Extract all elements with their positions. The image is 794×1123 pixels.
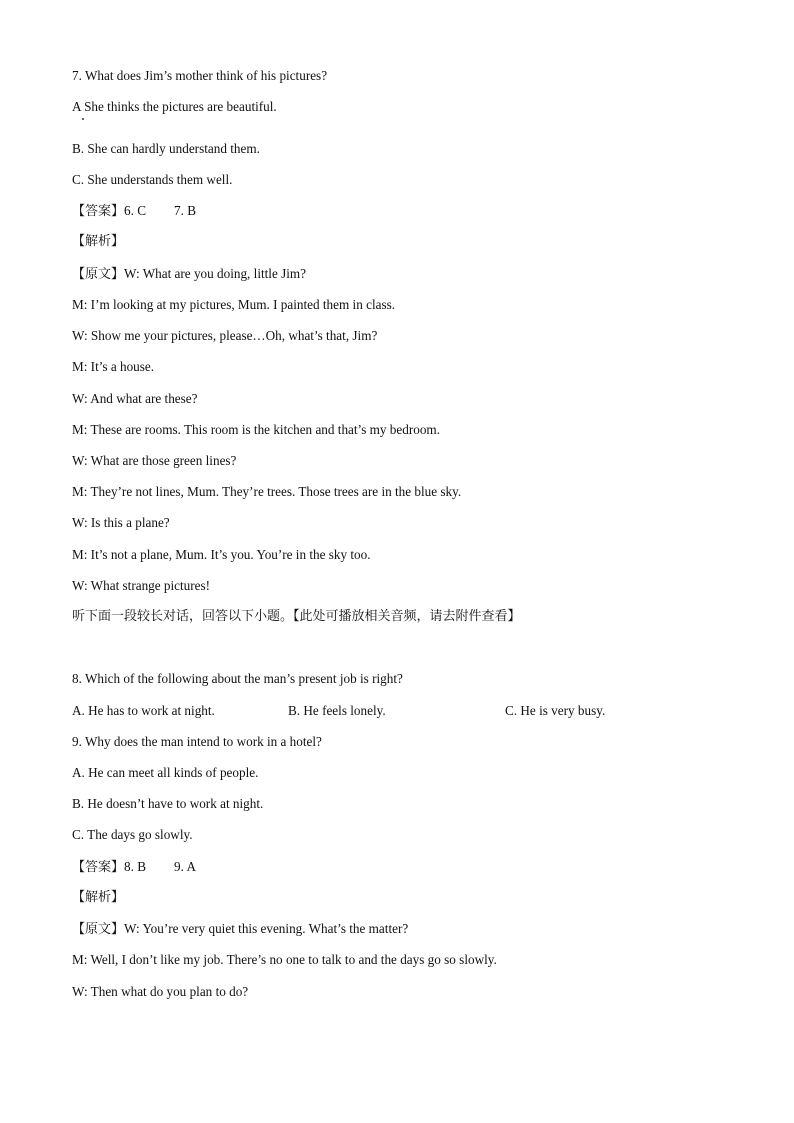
question-9: 9. Why does the man intend to work in a hotel? (72, 734, 322, 749)
transcript-1-line-10: M: It’s not a plane, Mum. It’s you. You’re in the sky too. (72, 547, 371, 562)
transcript-text: W: What are you doing, little Jim? (124, 266, 307, 281)
transcript-1-line-6: M: These are rooms. This room is the kitchen and that’s my bedroom. (72, 422, 440, 437)
transcript-1-line-2: M: I’m looking at my pictures, Mum. I painted them in class. (72, 297, 396, 312)
transcript-1-line-11: W: What strange pictures! (72, 578, 211, 593)
q9-option-c: C. The days go slowly. (72, 827, 193, 842)
answer-line-1 (72, 203, 196, 220)
analysis-label-1: 【解析】 (72, 234, 125, 249)
transcript-1-line-5: W: And what are these? (72, 391, 198, 406)
q8-option-b: B. He feels lonely. (288, 703, 386, 718)
answer-9: 9. A (174, 859, 196, 874)
q9-option-b: B. He doesn’t have to work at night. (72, 796, 264, 811)
q8-option-a: A. He has to work at night. (72, 703, 215, 718)
q9-option-a: A. He can meet all kinds of people. (72, 765, 259, 780)
q7-option-a: A She thinks the pictures are beautiful. (72, 99, 277, 114)
transcript-1-line-9: W: Is this a plane? (72, 515, 170, 530)
answer-6: 6. C (124, 203, 146, 218)
question-8: 8. Which of the following about the man’s present job is right? (72, 671, 403, 686)
question-7: 7. What does Jim’s mother think of his pictures? (72, 68, 328, 83)
listening-instruction: 听下面一段较长对话，回答以下小题。【此处可播放相关音频，请去附件查看】 (72, 609, 521, 624)
answer-line-2 (72, 859, 196, 876)
transcript-label: 【原文】 (72, 267, 125, 282)
transcript-1-line-1 (72, 266, 306, 283)
transcript-2-line-3: W: Then what do you plan to do? (72, 984, 249, 999)
answer-8: 8. B (124, 859, 146, 874)
answer-7: 7. B (174, 203, 196, 218)
transcript-2-line-2: M: Well, I don’t like my job. There’s no one to talk to and the days go so slowly. (72, 952, 497, 967)
answer-label: 【答案】 (72, 860, 125, 875)
transcript-1-line-8: M: They’re not lines, Mum. They’re trees. Those trees are in the blue sky. (72, 484, 462, 499)
transcript-text: W: You’re very quiet this evening. What’s the matter? (124, 921, 409, 936)
transcript-1-line-3: W: Show me your pictures, please…Oh, what’s that, Jim? (72, 328, 378, 343)
q7-option-c: C. She understands them well. (72, 172, 233, 187)
transcript-1-line-7: W: What are those green lines? (72, 453, 237, 468)
q7-option-b: B. She can hardly understand them. (72, 141, 260, 156)
transcript-1-line-4: M: It’s a house. (72, 359, 155, 374)
analysis-label-2: 【解析】 (72, 890, 125, 905)
transcript-label: 【原文】 (72, 922, 125, 937)
stray-dot (82, 118, 84, 120)
transcript-2-line-1 (72, 921, 408, 938)
q8-option-c: C. He is very busy. (505, 703, 606, 718)
answer-label: 【答案】 (72, 204, 125, 219)
